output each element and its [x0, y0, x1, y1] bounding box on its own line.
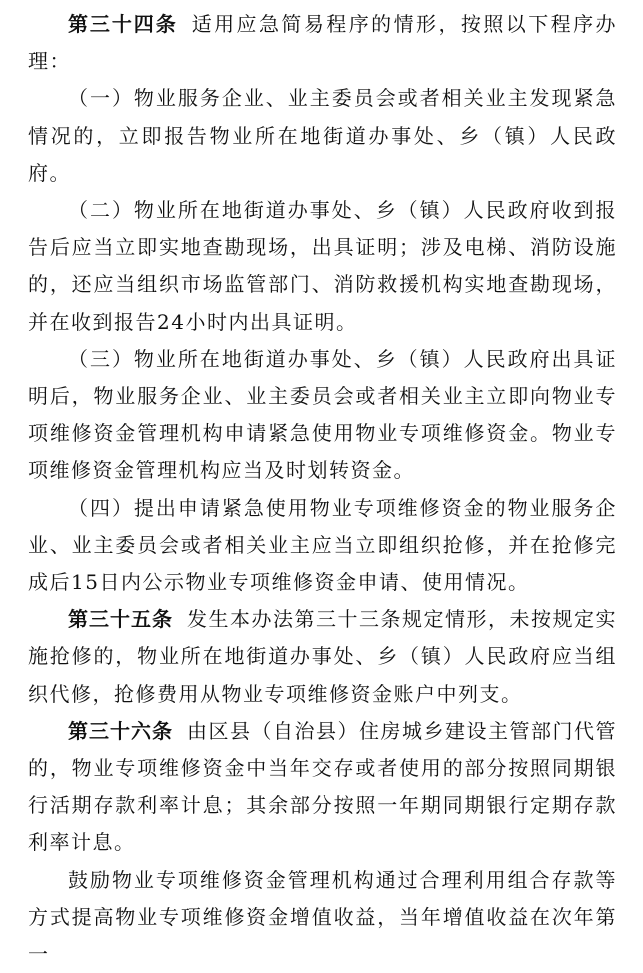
article-36-paragraph: [28, 713, 617, 862]
clause-2-paragraph: [28, 192, 617, 341]
article-number: 第三十四条: [68, 12, 178, 36]
paragraph-text: （三）物业所在地街道办事处、乡（镇）人民政府出具证明后，物业服务企业、业主委员会或者相关业主立即向物业专项维修资金管理机构申请紧急使用物业专项维修资金。物业专项维修资金管理机构应当及时划转资金。: [28, 346, 617, 483]
article-34-paragraph: [28, 6, 617, 80]
paragraph-text: 由区县（自治县）住房城乡建设主管部门代管的，物业专项维修资金中当年交存或者使用的部分按照同期银行活期存款利率计息；其余部分按照一年期同期银行定期存款利率计息。: [28, 718, 617, 855]
encourage-paragraph: [28, 862, 617, 973]
paragraph-text: 适用应急简易程序的情形，按照以下程序办理：: [28, 12, 618, 74]
paragraph-text: 发生本办法第三十三条规定情形，未按规定实施抢修的，物业所在地街道办事处、乡（镇）人民政府应当组织代修，抢修费用从物业专项维修资金账户中列支。: [28, 607, 617, 706]
article-number: 第三十六条: [68, 718, 173, 743]
article-35-paragraph: [28, 601, 617, 713]
clause-4-paragraph: [28, 490, 617, 602]
paragraph-text: （四）提出申请紧急使用物业专项维修资金的物业服务企业、业主委员会或者相关业主应当立即组织抢修，并在抢修完成后15日内公示物业专项维修资金申请、使用情况。: [28, 495, 617, 595]
clause-3-paragraph: [28, 341, 617, 490]
paragraph-text: （二）物业所在地街道办事处、乡（镇）人民政府收到报告后应当立即实地查勘现场，出具证明；涉及电梯、消防设施的，还应当组织市场监管部门、消防救援机构实地查勘现场，并在收到报告24小时内出具证明。: [28, 198, 617, 334]
clause-1-paragraph: [28, 80, 617, 192]
article-number: 第三十五条: [68, 607, 173, 632]
paragraph-text: （一）物业服务企业、业主委员会或者相关业主发现紧急情况的，立即报告物业所在地街道办事处、乡（镇）人民政府。: [28, 86, 617, 185]
paragraph-text: 鼓励物业专项维修资金管理机构通过合理利用组合存款等方式提高物业专项维修资金增值收益，当年增值收益在次年第一: [28, 867, 617, 967]
